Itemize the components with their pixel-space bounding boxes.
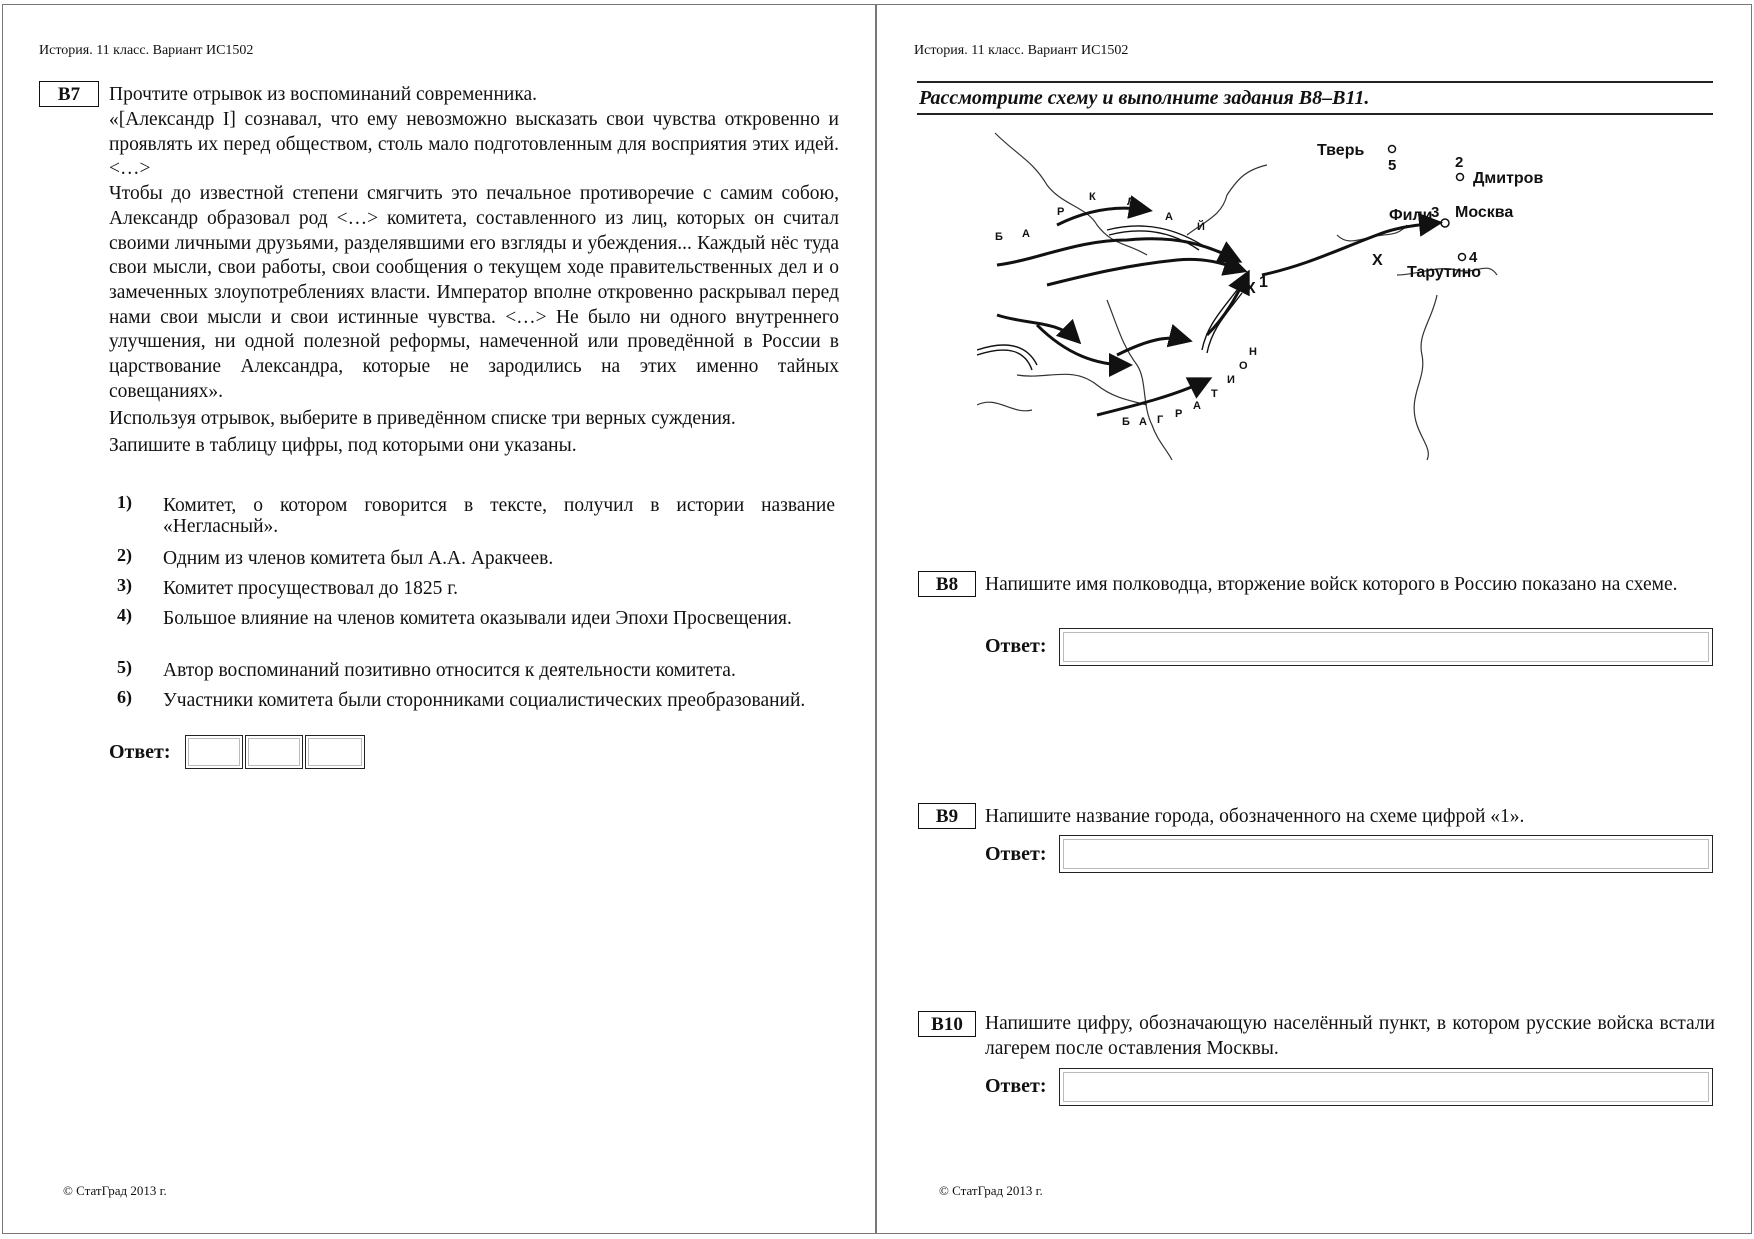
svg-text:О: О (1239, 360, 1248, 372)
answer-cell-2[interactable] (245, 735, 303, 769)
b7-instruction: Используя отрывок, выберите в приведённом списке три верных суждения. (109, 408, 736, 430)
option-number: 5) (117, 657, 132, 677)
page-header: История. 11 класс. Вариант ИС1502 (914, 43, 1129, 58)
option-6 (117, 687, 835, 711)
dmitrov-point (1457, 174, 1464, 181)
option-text: Автор воспоминаний позитивно относится к деятельности комитета. (163, 660, 736, 681)
map-markers (1245, 142, 1543, 297)
option-4 (117, 605, 835, 629)
svg-text:Г: Г (1157, 414, 1164, 426)
b7-excerpt (109, 108, 839, 459)
task-tag-b10: B10 (918, 1011, 976, 1037)
excerpt-paragraph: «[Александр I] сознавал, что ему невозможно высказать свои чувства откровенно и проявлять их перед обществом, столь мало подготовленным для восприятия этих идей. <…> (109, 109, 839, 180)
river-west (977, 402, 1032, 411)
dmitrov-number: 2 (1455, 154, 1464, 171)
route-bagration (1097, 380, 1207, 415)
answer-label: Ответ: (985, 635, 1047, 657)
option-3 (117, 575, 835, 599)
option-number: 2) (117, 545, 132, 565)
svg-text:К: К (1089, 191, 1096, 203)
svg-text:Л: Л (1127, 196, 1135, 208)
svg-text:А: А (1193, 400, 1201, 412)
label-tver: Тверь (1317, 142, 1365, 159)
river-south (1414, 295, 1437, 460)
svg-text:Р: Р (1175, 408, 1183, 420)
task-tag-b9: B9 (918, 803, 976, 829)
b8-answer-field[interactable] (1059, 628, 1713, 666)
b9-answer-field[interactable] (1059, 835, 1713, 873)
svg-text:А: А (1139, 416, 1147, 428)
page-footer: © СтатГрад 2013 г. (939, 1183, 1043, 1198)
option-number: 4) (117, 605, 132, 625)
fili-number: 3 (1431, 204, 1440, 221)
marker-number-1: 1 (1259, 274, 1268, 291)
svg-text:Й: Й (1197, 221, 1205, 233)
svg-text:Б: Б (1122, 416, 1130, 428)
route-south-2 (1117, 338, 1187, 355)
svg-text:И: И (1227, 374, 1235, 386)
svg-text:Б: Б (995, 231, 1003, 243)
option-text: Комитет, о котором говорится в тексте, получил в истории название «Негласный». (163, 495, 835, 537)
bottom-rule (917, 113, 1713, 115)
tarutino-point (1459, 254, 1466, 261)
river-berezina (1017, 374, 1147, 405)
river-dnieper (1107, 300, 1172, 460)
top-rule (917, 81, 1713, 83)
b10-answer-field[interactable] (1059, 1068, 1713, 1106)
moscow-point (1441, 219, 1449, 227)
svg-text:Т: Т (1211, 388, 1218, 400)
label-dmitrov: Дмитров (1473, 170, 1544, 187)
river-dvina (995, 133, 1147, 255)
army-routes (997, 208, 1437, 415)
tarutino-number: 4 (1469, 249, 1478, 266)
b8-text: Напишите имя полководца, вторжение войск которого в Россию показано на схеме. (985, 574, 1678, 595)
campaign-map (977, 125, 1577, 465)
option-text: Комитет просуществовал до 1825 г. (163, 578, 458, 599)
retreat-routes (977, 226, 1242, 370)
label-fili: Фили (1389, 207, 1433, 224)
svg-text:Н: Н (1249, 346, 1257, 358)
answer-label: Ответ: (985, 1075, 1047, 1097)
route-to-smolensk (1207, 275, 1247, 335)
svg-text:А: А (1022, 228, 1030, 240)
battle-marker-x1: X (1245, 280, 1256, 297)
svg-text:А: А (1165, 211, 1173, 223)
page-footer: © СтатГрад 2013 г. (63, 1183, 167, 1198)
option-2 (117, 545, 835, 569)
b7-prompt: Прочтите отрывок из воспоминаний современника. (109, 84, 538, 105)
route-north (1057, 208, 1147, 225)
option-number: 6) (117, 687, 132, 707)
label-moscow: Москва (1455, 204, 1514, 221)
tver-number: 5 (1388, 157, 1397, 174)
left-page (2, 4, 876, 1234)
answer-cell-3[interactable] (305, 735, 365, 769)
answer-cell-1[interactable] (185, 735, 243, 769)
b10-text: Напишите цифру, обозначающую населённый пункт, в котором русские войска встали лагерем после оставления Москвы. (985, 1013, 1715, 1059)
answer-label: Ответ: (109, 741, 171, 763)
route-south-1 (1037, 325, 1127, 365)
page-header: История. 11 класс. Вариант ИС1502 (39, 43, 254, 58)
scheme-instruction: Рассмотрите схему и выполните задания B8–B11. (919, 87, 1370, 109)
option-text: Большое влияние на членов комитета оказывали идеи Эпохи Просвещения. (163, 608, 792, 629)
answer-label: Ответ: (985, 843, 1047, 865)
option-number: 3) (117, 575, 132, 595)
option-5 (117, 657, 835, 681)
label-tarutino: Тарутино (1407, 264, 1482, 281)
option-number: 1) (117, 492, 132, 512)
battle-marker-x2: X (1372, 252, 1383, 269)
option-text: Одним из членов комитета был А.А. Аракчеев. (163, 548, 554, 569)
task-tag-b8: B8 (918, 571, 976, 597)
option-1 (117, 492, 835, 537)
b9-text: Напишите название города, обозначенного на схеме цифрой «1». (985, 806, 1525, 827)
tver-point (1389, 146, 1396, 153)
svg-text:Р: Р (1057, 206, 1065, 218)
route-center (997, 315, 1077, 340)
b7-instruction: Запишите в таблицу цифры, под которыми они указаны. (109, 435, 577, 457)
barclay-label (995, 191, 1205, 243)
excerpt-paragraph: Чтобы до известной степени смягчить это печальное противоречие с самим собою, Александр образовал род <…> комитета, составленного из лиц, которых он считал своими личными друзьями, разделявшими его взгляды и убеждения... Каждый нёс туда свои мысли, свои работы, свои сообщения о текущем ходе правительственных дел и о замеченных злоупотреблениях власти. Император вполне откровенно раскрывал перед нами свои мысли и свои истинные чувства. <…> Не было ни одного внутреннего улучшения, ни одной полезной реформы, намеченной или проведённой в России в царствование Александра, которые не зародились на этих именно тайных совещаниях». (109, 183, 839, 402)
right-page (876, 4, 1752, 1234)
task-tag-b7: B7 (39, 81, 99, 107)
option-text: Участники комитета были сторонниками социалистических преобразований. (163, 690, 806, 711)
route-main-2 (1047, 259, 1242, 285)
